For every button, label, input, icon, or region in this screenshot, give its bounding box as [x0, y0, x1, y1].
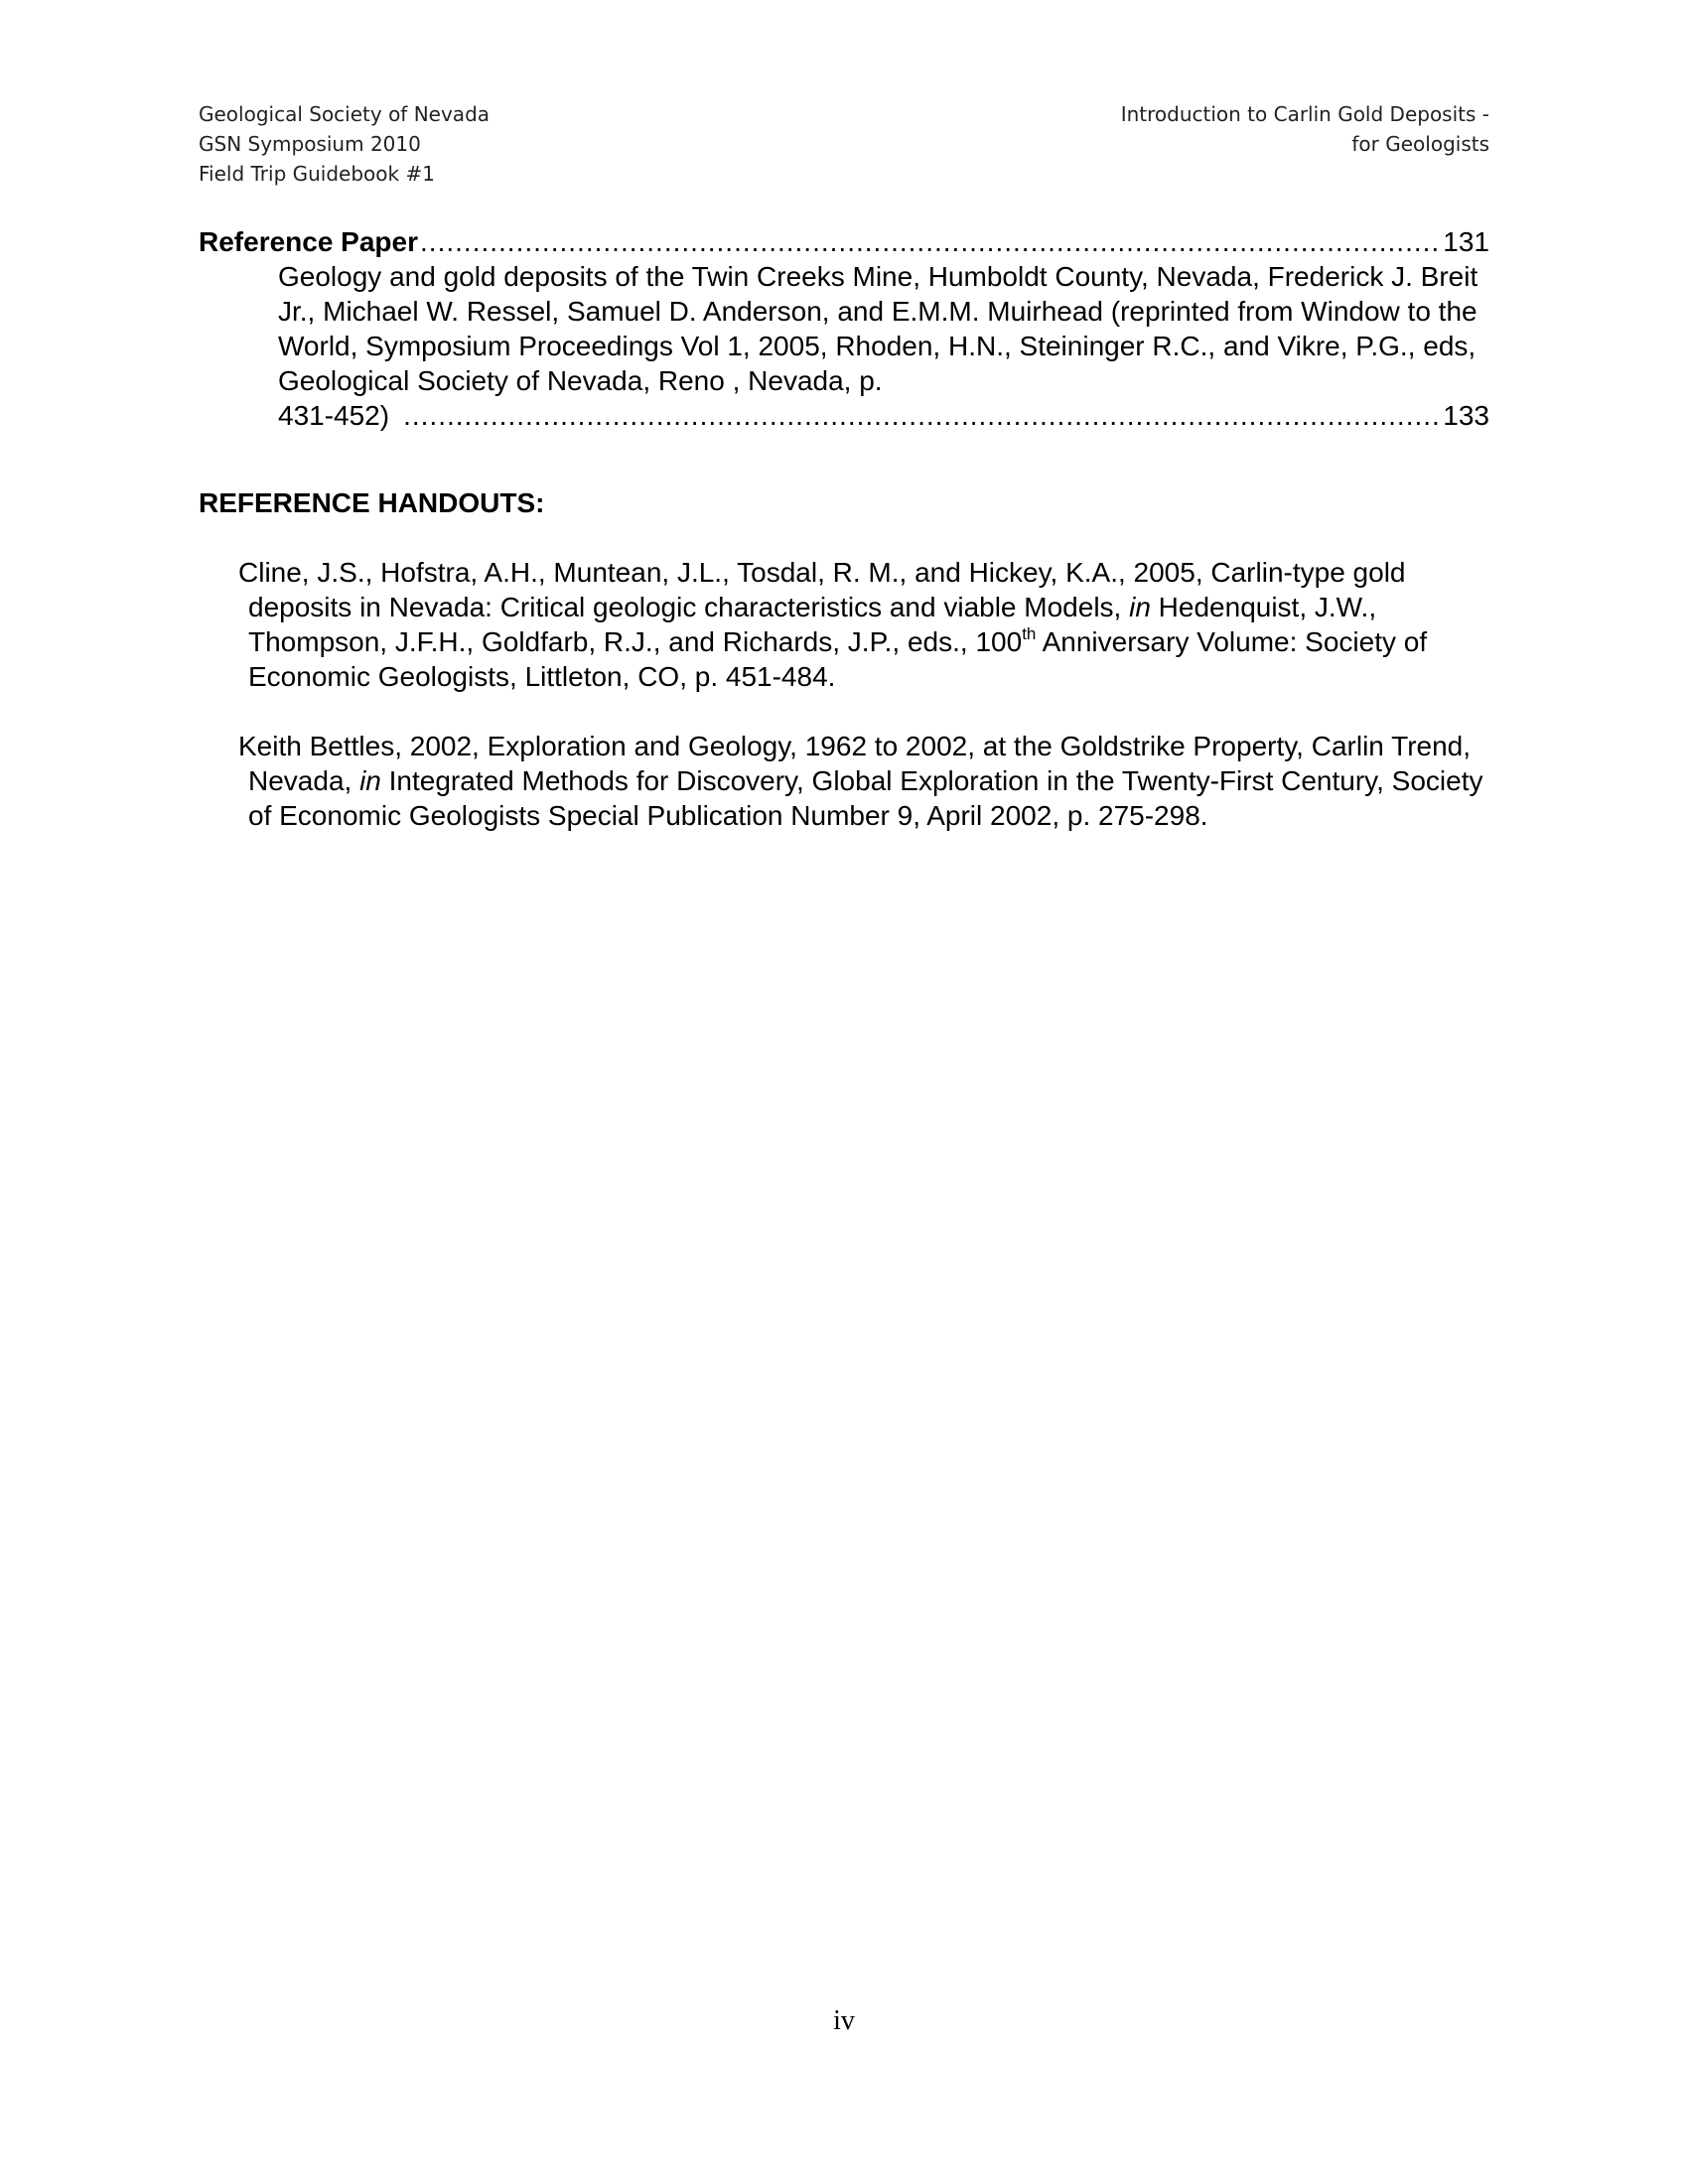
toc-sub-entry-text: Geology and gold deposits of the Twin Creeks Mine, Humboldt County, Nevada, Frederick J. Breit Jr., Michael W. Ressel, Samuel D. Anderson, and E.M.M. Muirhead (reprinted from Window to the World, Symposium Proceedings Vol 1, 2005, Rhoden, H.N., Steininger R.C., and Vikre, P.G., eds, Geological Society of Nevada, Reno , Nevada, p.: [278, 261, 1478, 396]
toc-heading-row: [199, 224, 1489, 259]
toc-heading-page-number: 131: [1443, 226, 1489, 257]
reference-entry-bettles: [238, 729, 1509, 833]
header-symposium: GSN Symposium 2010: [199, 132, 421, 156]
page-number: iv: [833, 2005, 855, 2036]
ref-text: Integrated Methods for Discovery, Global Exploration in the Twenty-First Century, Society of Economic Geologists Special Publication Number 9, April 2002, p. 275-298.: [248, 765, 1483, 831]
toc-entry-reference-paper: [199, 224, 1489, 433]
ref-text: Cline, J.S., Hofstra, A.H., Muntean, J.L., Tosdal, R. M., and Hickey, K.A., 2005, Carlin-type gold deposits in Nevada: Critical geologic characteristics and viable Models,: [238, 557, 1406, 622]
dot-leader: [420, 224, 1441, 259]
header-guidebook: Field Trip Guidebook #1: [199, 162, 435, 186]
header-org-name: Geological Society of Nevada: [199, 102, 491, 126]
ref-superscript: th: [1022, 624, 1037, 643]
header-right-block: [1121, 99, 1489, 159]
reference-handouts-list: [238, 555, 1509, 868]
ref-italic-in: in: [359, 765, 381, 796]
toc-heading-title: Reference Paper: [199, 226, 419, 257]
ref-text: Hedenquist, J.W., Thompson, J.F.H., Goldfarb, R.J., and Richards, J.P., eds., 100: [248, 592, 1377, 657]
toc-sub-entry: [199, 259, 1489, 433]
ref-text: Anniversary Volume: Society of Economic Geologists, Littleton, CO, p. 451-484.: [248, 626, 1428, 692]
reference-handouts-heading: REFERENCE HANDOUTS:: [199, 487, 545, 518]
toc-sub-entry-last-line: 431-452): [278, 400, 390, 431]
header-title-line-2: for Geologists: [1351, 132, 1489, 156]
dot-leader: [403, 398, 1441, 433]
ref-italic-in: in: [1129, 592, 1151, 622]
header-title-line-1: Introduction to Carlin Gold Deposits -: [1120, 102, 1489, 126]
ref-text: Keith Bettles, 2002, Exploration and Geology, 1962 to 2002, at the Goldstrike Property, Carlin Trend, Nevada,: [238, 731, 1472, 796]
reference-entry-cline: [238, 555, 1509, 694]
toc-sub-last-row: [278, 398, 1489, 433]
header-left-block: [199, 99, 490, 189]
toc-sub-page-number: 133: [1443, 400, 1489, 431]
